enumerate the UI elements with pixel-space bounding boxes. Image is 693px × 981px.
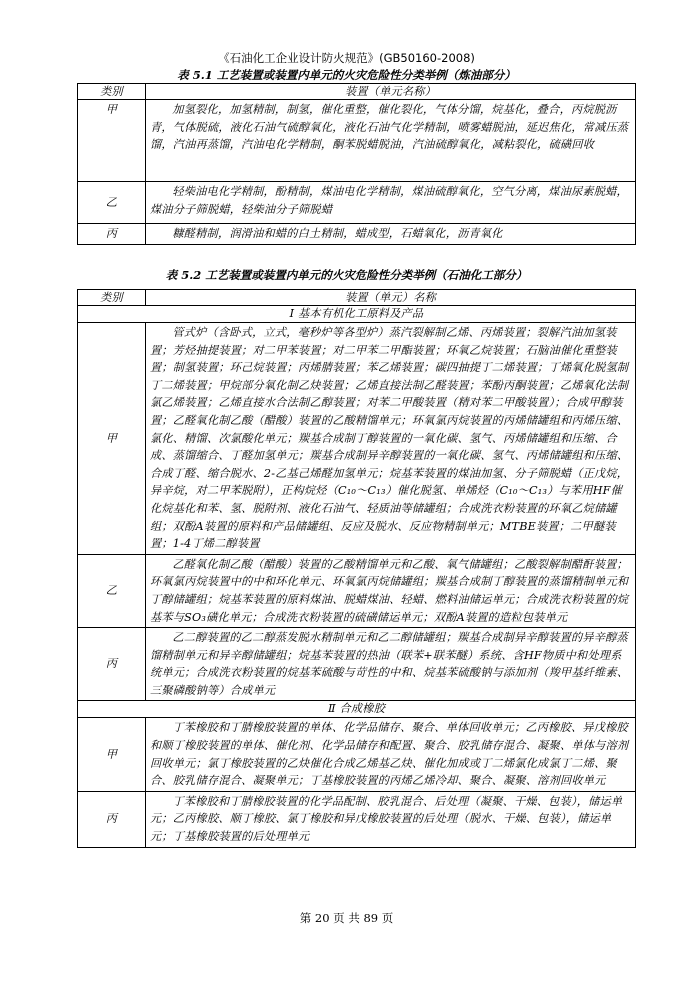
- section-row: [78, 306, 636, 323]
- table-header-row: [78, 290, 636, 306]
- column-header-unit: 装置（单元）名称: [146, 290, 636, 306]
- table-row: [78, 791, 636, 847]
- unit-text: 糠醛精制，润滑油和蜡的白土精制，蜡成型，石蜡氧化，沥青氧化: [172, 227, 503, 240]
- unit-cell: [146, 224, 636, 245]
- table-row: [78, 628, 636, 701]
- table1: [77, 83, 636, 245]
- unit-cell: [146, 628, 636, 701]
- table-row: [78, 323, 636, 555]
- category-cell: 乙: [78, 182, 146, 224]
- category-cell: 甲: [78, 323, 146, 555]
- table1-caption: 表 5.1 工艺装置或装置内单元的火灾危险性分类举例（炼油部分）: [177, 68, 516, 82]
- unit-cell: [146, 323, 636, 555]
- unit-cell: [146, 182, 636, 224]
- table-row: [78, 718, 636, 791]
- page-footer: 第 20 页 共 89 页: [299, 911, 394, 925]
- table-row: [78, 100, 636, 182]
- unit-text: 乙醛氧化制乙酸（醋酸）装置的乙酸精馏单元和乙酸、氧气储罐组；乙酸裂解制醋酐装置；环氧氯丙烷装置中的中和环化单元、环氧氯丙烷储罐组；羰基合成制丁醇装置的蒸馏精制单元和丁醇储罐组；烷基苯装置的原料煤油、脱蜡煤油、轻蜡、燃料油储运单元；合成洗衣粉装置的烷基苯与SO₃磺化单元；合成洗衣粉装置的硫磺储运单元；双酚A装置的造粒包装单元: [150, 557, 629, 624]
- unit-cell: [146, 100, 636, 182]
- unit-text: 轻柴油电化学精制，酚精制，煤油电化学精制，煤油硫醇氧化，空气分离，煤油尿素脱蜡，煤油分子筛脱蜡，轻柴油分子筛脱蜡: [150, 185, 628, 216]
- table-row: [78, 224, 636, 245]
- category-cell: 甲: [78, 718, 146, 791]
- category-cell: 丙: [78, 224, 146, 245]
- section-heading: Ⅱ 合成橡胶: [78, 701, 636, 718]
- section-row: [78, 701, 636, 718]
- category-cell: 乙: [78, 554, 146, 627]
- unit-text: 加氢裂化，加氢精制，制氢，催化重整，催化裂化，气体分馏，烷基化，叠合，丙烷脱沥青，气体脱硫，液化石油气硫醇氧化，液化石油气化学精制，喷雾蜡脱油，延迟焦化，常减压蒸馏，汽油再蒸馏，汽油电化学精制，酮苯脱蜡脱油，汽油硫醇氧化，减粘裂化，硫磺回收: [150, 103, 629, 152]
- table-header-row: [78, 84, 636, 100]
- section-heading: Ⅰ 基本有机化工原料及产品: [78, 306, 636, 323]
- column-header-unit: 装置（单元名称）: [146, 84, 636, 100]
- unit-cell: [146, 554, 636, 627]
- table2-caption: 表 5.2 工艺装置或装置内单元的火灾危险性分类举例（石油化工部分）: [165, 268, 528, 282]
- table-row: [78, 554, 636, 627]
- column-header-category: 类别: [78, 290, 146, 306]
- table-row: [78, 182, 636, 224]
- unit-text: 丁苯橡胶和丁腈橡胶装置的单体、化学品储存、聚合、单体回收单元；乙丙橡胶、异戊橡胶和顺丁橡胶装置的单体、催化剂、化学品储存和配置、聚合、胶乳储存混合、凝聚、单体与溶剂回收单元；氯丁橡胶装置的乙炔催化合成乙烯基乙炔、催化加成或丁二烯氯化成氯丁二烯、聚合、胶乳储存混合、凝聚单元；丁基橡胶装置的丙烯乙烯冷却、聚合、凝聚、溶剂回收单元: [150, 721, 629, 788]
- unit-cell: [146, 718, 636, 791]
- unit-cell: [146, 791, 636, 847]
- unit-text: 乙二醇装置的乙二醇蒸发脱水精制单元和乙二醇储罐组；羰基合成制异辛醇装置的异辛醇蒸馏精制单元和异辛醇储罐组；烷基苯装置的热油（联苯+联苯醚）系统、含HF物质中和处理系统单元；合成洗衣粉装置的烷基苯硫酸与苛性的中和、烷基苯硫酸钠与添加剂（羧甲基纤维素、三聚磷酸钠等）合成单元: [150, 631, 629, 697]
- document-header: 《石油化工企业设计防火规范》(GB50160-2008): [218, 51, 475, 65]
- category-cell: 丙: [78, 628, 146, 701]
- unit-text: 丁苯橡胶和丁腈橡胶装置的化学品配制、胶乳混合、后处理（凝聚、干燥、包装），储运单元；乙丙橡胶、顺丁橡胶、氯丁橡胶和异戊橡胶装置的后处理（脱水、干燥、包装），储运单元；丁基橡胶装置的后处理单元: [150, 794, 623, 844]
- column-header-category: 类别: [78, 84, 146, 100]
- unit-text: 管式炉（含卧式，立式，毫秒炉等各型炉）蒸汽裂解制乙烯、丙烯装置；裂解汽油加氢装置；芳烃抽提装置；对二甲苯装置；对二甲苯二甲酯装置；环氧乙烷装置；石脑油催化重整装置；制氢装置；环己烷装置；丙烯腈装置；苯乙烯装置；碳四抽提丁二烯装置；丁烯氧化脱氢制丁二烯装置；甲烷部分氧化制乙炔装置；乙烯直接法制乙醛装置；苯酚丙酮装置；乙烯氧化法制氯乙烯装置；乙烯直接水合法制乙醇装置；对苯二甲酸装置（精对苯二甲酸装置）；合成甲醇装置；乙醛氧化制乙酸（醋酸）装置的乙酸精馏单元；环氧氯丙烷装置的丙烯储罐组和丙烯压缩、氯化、精馏、次氯酸化单元；羰基合成制丁醇装置的一氧化碳、氢气、丙烯储罐组和压缩、合成、蒸馏缩合、丁醛加氢单元；羰基合成制异辛醇装置的一氧化碳、氢气、丙烯储罐组和压缩、合成丁醛、缩合脱水、2-乙基己烯醛加氢单元；烷基苯装置的煤油加氢、分子筛脱蜡（正戊烷，异辛烷，对二甲苯脱附），正构烷烃（C₁₀～C₁₃）催化脱氢、单烯烃（C₁₀～C₁₃）与苯用HF催化烷基化和苯、氢、脱附剂、液化石油气、轻质油等储罐组；合成洗衣粉装置的环氧乙烷储罐组；双酚A装置的原料和产品储罐组、反应及脱水、反应物精制单元；MTBE装置；二甲醚装置；1-4丁烯二醇装置: [150, 326, 629, 551]
- category-cell: 甲: [78, 100, 146, 182]
- table2: [77, 289, 636, 848]
- category-cell: 丙: [78, 791, 146, 847]
